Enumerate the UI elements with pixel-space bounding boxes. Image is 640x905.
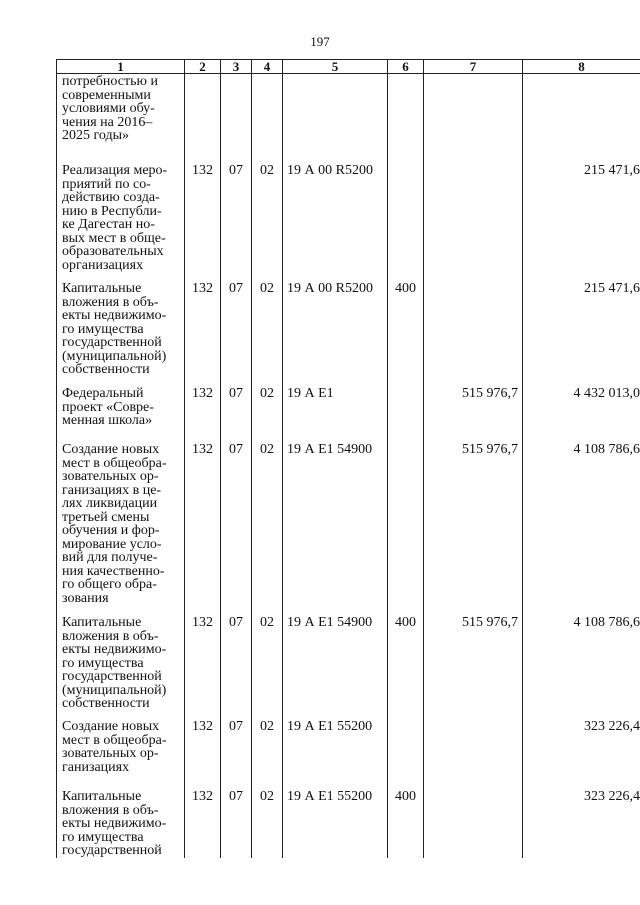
subsection-code: 02 xyxy=(252,386,283,442)
description-line: зования xyxy=(62,590,109,606)
column-header-row xyxy=(57,60,640,74)
target-item-code: 19 А 00 R5200 xyxy=(283,163,388,281)
description-line: Создание новых xyxy=(62,719,160,734)
subsection-code xyxy=(252,74,283,164)
description-line: вложения в объ- xyxy=(62,802,159,818)
description-line: ния качественно- xyxy=(62,563,165,579)
amount-col7: 515 976,7 xyxy=(424,615,523,719)
ministry-code: 132 xyxy=(185,615,221,719)
description-line: вых мест в обще- xyxy=(62,230,166,246)
subsection-code: 02 xyxy=(252,719,283,789)
column-header: 2 xyxy=(185,60,221,74)
target-item-code: 19 А Е1 54900 xyxy=(283,442,388,615)
table-row xyxy=(57,74,640,164)
description-line: действию созда- xyxy=(62,190,160,205)
expense-type-code xyxy=(388,163,424,281)
expense-type-code xyxy=(388,442,424,615)
row-description xyxy=(57,442,185,615)
description-line: приятий по со- xyxy=(62,176,151,192)
description-line: Капитальные xyxy=(62,281,142,296)
description-line: Капитальные xyxy=(62,615,142,630)
description-line: Реализация меро- xyxy=(62,163,168,178)
table-row xyxy=(57,789,640,858)
description-line: (муниципальной) xyxy=(62,682,167,698)
table-row xyxy=(57,615,640,719)
amount-col7 xyxy=(424,719,523,789)
description-line: менная школа» xyxy=(62,413,153,428)
amount-col8 xyxy=(523,74,640,164)
column-header: 5 xyxy=(283,60,388,74)
amount-col7 xyxy=(424,281,523,386)
row-description xyxy=(57,281,185,386)
description-line: потребностью и xyxy=(62,74,158,89)
subsection-code: 02 xyxy=(252,442,283,615)
expense-type-code xyxy=(388,719,424,789)
description-line: государственной xyxy=(62,335,162,350)
expense-type-code xyxy=(388,74,424,164)
description-line: мест в общеобра- xyxy=(62,455,167,471)
ministry-code xyxy=(185,74,221,164)
amount-col7 xyxy=(424,163,523,281)
amount-col8: 4 432 013,0 xyxy=(523,386,640,442)
row-description xyxy=(57,386,185,442)
subsection-code: 02 xyxy=(252,163,283,281)
amount-col8: 323 226,4 xyxy=(523,789,640,858)
description-line: нию в Республи- xyxy=(62,203,162,219)
target-item-code: 19 А Е1 xyxy=(283,386,388,442)
amount-col8: 215 471,6 xyxy=(523,281,640,386)
row-description xyxy=(57,163,185,281)
target-item-code xyxy=(283,74,388,164)
description-line: ке Дагестан но- xyxy=(62,217,155,232)
row-description xyxy=(57,615,185,719)
target-item-code: 19 А Е1 54900 xyxy=(283,615,388,719)
description-line: вложения в объ- xyxy=(62,294,159,310)
section-code: 07 xyxy=(221,281,252,386)
description-line: проект «Совре- xyxy=(62,399,154,415)
subsection-code: 02 xyxy=(252,281,283,386)
subsection-code: 02 xyxy=(252,615,283,719)
table-row xyxy=(57,281,640,386)
description-line: вложения в объ- xyxy=(62,628,159,644)
description-line: ганизациях xyxy=(62,759,130,775)
section-code: 07 xyxy=(221,442,252,615)
description-line: чения на 2016– xyxy=(62,114,153,130)
section-code: 07 xyxy=(221,386,252,442)
table-row xyxy=(57,386,640,442)
table-row xyxy=(57,163,640,281)
description-line: условиями обу- xyxy=(62,101,155,116)
section-code: 07 xyxy=(221,789,252,858)
row-description xyxy=(57,719,185,789)
description-line: Федеральный xyxy=(62,386,144,401)
description-line: собственности xyxy=(62,696,150,711)
description-line: го общего обра- xyxy=(62,577,157,592)
description-line: екты недвижимо- xyxy=(62,816,167,831)
description-line: зовательных ор- xyxy=(62,746,159,761)
description-line: Капитальные xyxy=(62,789,142,804)
description-line: екты недвижимо- xyxy=(62,642,167,657)
description-line: собственности xyxy=(62,362,150,377)
amount-col7: 515 976,7 xyxy=(424,386,523,442)
description-line: го имущества xyxy=(62,655,144,671)
subsection-code: 02 xyxy=(252,789,283,858)
row-description xyxy=(57,74,185,164)
description-line: зовательных ор- xyxy=(62,469,159,484)
description-line: (муниципальной) xyxy=(62,348,167,364)
ministry-code: 132 xyxy=(185,163,221,281)
description-line: лях ликвидации xyxy=(62,496,158,511)
description-line: мирование усло- xyxy=(62,536,162,552)
column-header: 6 xyxy=(388,60,424,74)
table-row xyxy=(57,442,640,615)
page-number: 197 xyxy=(310,34,330,49)
amount-col7 xyxy=(424,74,523,164)
ministry-code: 132 xyxy=(185,789,221,858)
ministry-code: 132 xyxy=(185,442,221,615)
amount-col8: 215 471,6 xyxy=(523,163,640,281)
description-line: государственной xyxy=(62,843,162,858)
description-line: екты недвижимо- xyxy=(62,308,167,323)
column-header: 7 xyxy=(424,60,523,74)
description-line: организациях xyxy=(62,257,144,273)
table-row xyxy=(57,719,640,789)
ministry-code: 132 xyxy=(185,719,221,789)
description-line: вий для получе- xyxy=(62,550,158,565)
expense-type-code: 400 xyxy=(388,281,424,386)
amount-col7 xyxy=(424,789,523,858)
description-line: современными xyxy=(62,87,151,103)
expense-type-code xyxy=(388,386,424,442)
description-line: образовательных xyxy=(62,244,164,259)
section-code: 07 xyxy=(221,163,252,281)
amount-col8: 4 108 786,6 xyxy=(523,442,640,615)
target-item-code: 19 А 00 R5200 xyxy=(283,281,388,386)
budget-table xyxy=(56,59,640,858)
column-header: 3 xyxy=(221,60,252,74)
section-code: 07 xyxy=(221,719,252,789)
column-header: 4 xyxy=(252,60,283,74)
amount-col7: 515 976,7 xyxy=(424,442,523,615)
amount-col8: 4 108 786,6 xyxy=(523,615,640,719)
target-item-code: 19 А Е1 55200 xyxy=(283,789,388,858)
section-code xyxy=(221,74,252,164)
target-item-code: 19 А Е1 55200 xyxy=(283,719,388,789)
description-line: го имущества xyxy=(62,321,144,337)
description-line: мест в общеобра- xyxy=(62,732,167,748)
amount-col8: 323 226,4 xyxy=(523,719,640,789)
description-line: третьей смены xyxy=(62,509,150,525)
description-line: обучения и фор- xyxy=(62,523,160,538)
description-line: Создание новых xyxy=(62,442,160,457)
description-line: 2025 годы» xyxy=(62,128,130,143)
description-line: го имущества xyxy=(62,829,144,845)
expense-type-code: 400 xyxy=(388,615,424,719)
column-header: 8 xyxy=(523,60,640,74)
description-line: государственной xyxy=(62,669,162,684)
ministry-code: 132 xyxy=(185,386,221,442)
section-code: 07 xyxy=(221,615,252,719)
row-description xyxy=(57,789,185,858)
column-header: 1 xyxy=(57,60,185,74)
expense-type-code: 400 xyxy=(388,789,424,858)
description-line: ганизациях в це- xyxy=(62,482,162,498)
ministry-code: 132 xyxy=(185,281,221,386)
